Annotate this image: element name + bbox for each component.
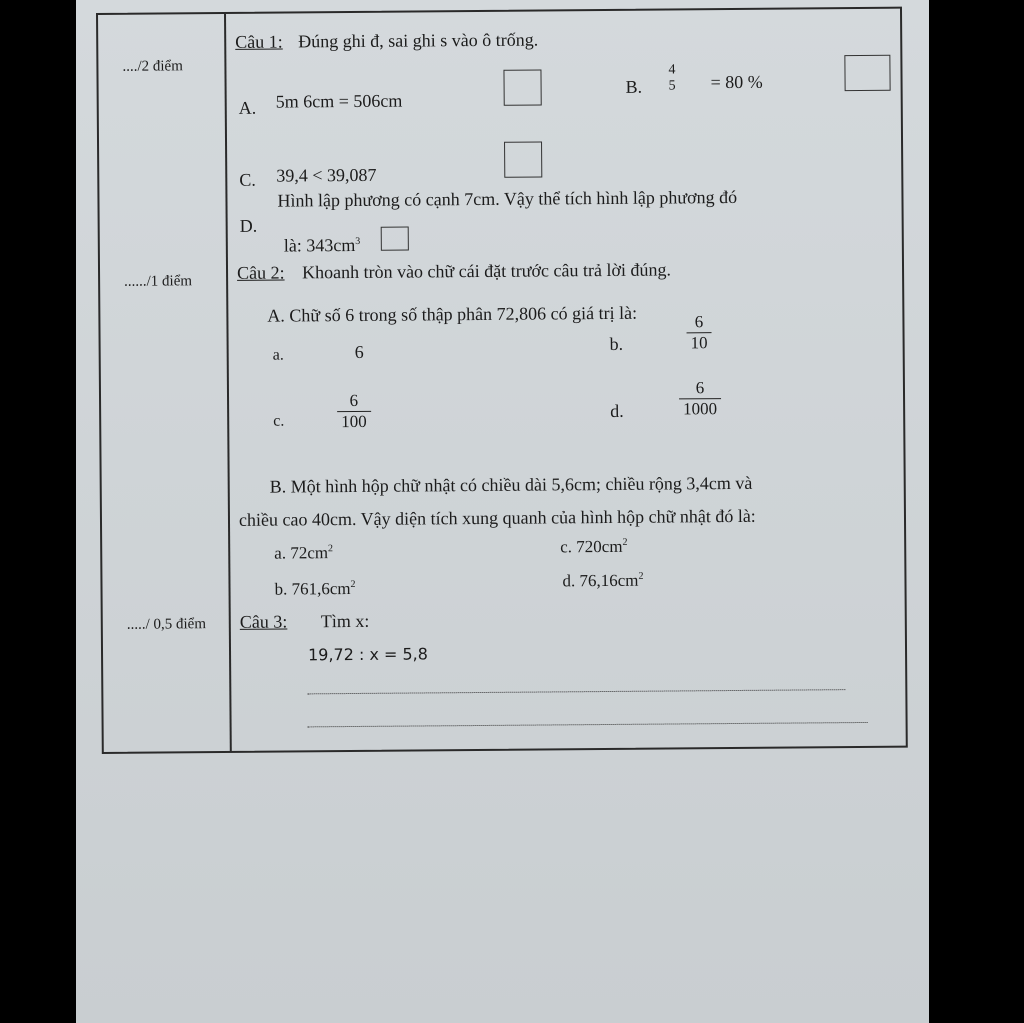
q2-c-fraction — [337, 391, 371, 431]
q3-answer-line-1[interactable] — [307, 689, 845, 694]
q1-prompt: Đúng ghi đ, sai ghi s vào ô trống. — [298, 29, 539, 52]
q2-c-denominator: 100 — [337, 410, 371, 431]
q1-d-line1: Hình lập phương có cạnh 7cm. Vậy thể tích hình lập phương đó — [277, 186, 738, 211]
q1-a-text: 5m 6cm = 506cm — [275, 90, 403, 112]
q1-b-rest: = 80 % — [710, 71, 763, 93]
score-q3: ...../ 0,5 điểm — [126, 616, 207, 633]
q2-option-d-text: d. 76,16cm — [562, 570, 639, 591]
q1-d-answer-box[interactable] — [381, 227, 409, 251]
q1-d-letter: D. — [239, 215, 258, 236]
q2-option-b — [274, 579, 355, 600]
q2-label: Câu 2: — [236, 262, 285, 283]
score-column-divider — [224, 14, 232, 751]
q1-b-numerator: 4 — [668, 62, 676, 78]
q2-option-b-sup: 2 — [350, 578, 356, 591]
q2-a-letter: a. — [272, 346, 284, 364]
q2-b-fraction — [686, 312, 711, 352]
q2-c-letter: c. — [273, 412, 285, 430]
q2-option-b-text: b. 761,6cm — [274, 579, 351, 599]
q2-part-b-line2: chiều cao 40cm. Vậy diện tích xung quanh của hình hộp chữ nhật đó là: — [238, 505, 756, 530]
score-q1: ..../2 điểm — [122, 58, 183, 75]
q2-option-c — [560, 537, 627, 558]
q1-c-text: 39,4 < 39,087 — [276, 164, 377, 186]
q2-part-b-line1: B. Một hình hộp chữ nhật có chiều dài 5,6cm; chiều rộng 3,4cm và — [269, 472, 753, 497]
q1-b-fraction — [664, 62, 679, 94]
q2-b-letter: b. — [609, 333, 624, 354]
q2-option-c-sup: 2 — [622, 536, 628, 548]
exam-table — [96, 7, 908, 754]
q3-answer-line-2[interactable] — [308, 722, 868, 727]
q1-b-answer-box[interactable] — [844, 55, 890, 91]
q1-a-answer-box[interactable] — [503, 70, 541, 106]
q2-b-numerator: 6 — [694, 312, 704, 332]
q2-option-a — [274, 543, 333, 563]
q2-d-denominator: 1000 — [679, 398, 721, 419]
q1-c-letter: C. — [239, 169, 256, 190]
q2-a-value: 6 — [354, 341, 364, 362]
q1-a-letter: A. — [238, 97, 257, 118]
q1-b-denominator: 5 — [668, 78, 676, 94]
q1-d-sup: 3 — [355, 235, 361, 247]
q2-d-fraction — [679, 378, 721, 418]
q3-equation: 19,72 : x = 5,8 — [307, 644, 428, 665]
q2-option-d — [562, 571, 643, 592]
q1-d-line2 — [284, 235, 361, 257]
q2-prompt: Khoanh tròn vào chữ cái đặt trước câu trả lời đúng. — [301, 259, 672, 283]
q2-option-d-sup: 2 — [638, 570, 644, 582]
q1-b-letter: B. — [625, 76, 643, 97]
q2-d-letter: d. — [610, 400, 624, 421]
q2-option-c-text: c. 720cm — [560, 536, 623, 557]
q2-part-a: A. Chữ số 6 trong số thập phân 72,806 có giá trị là: — [267, 302, 638, 326]
q2-c-numerator: 6 — [349, 390, 359, 411]
q2-b-denominator: 10 — [687, 332, 712, 353]
q1-c-answer-box[interactable] — [504, 142, 542, 178]
q2-option-a-sup: 2 — [327, 543, 334, 555]
q2-option-a-text: a. 72cm — [274, 543, 329, 563]
q3-label: Câu 3: — [239, 611, 288, 632]
score-q2: ....../1 điểm — [124, 273, 193, 290]
q1-d-line2-text: là: 343cm — [283, 234, 356, 256]
q1-label: Câu 1: — [235, 31, 283, 52]
q3-prompt: Tìm x: — [320, 610, 370, 632]
q2-d-numerator: 6 — [695, 378, 705, 398]
